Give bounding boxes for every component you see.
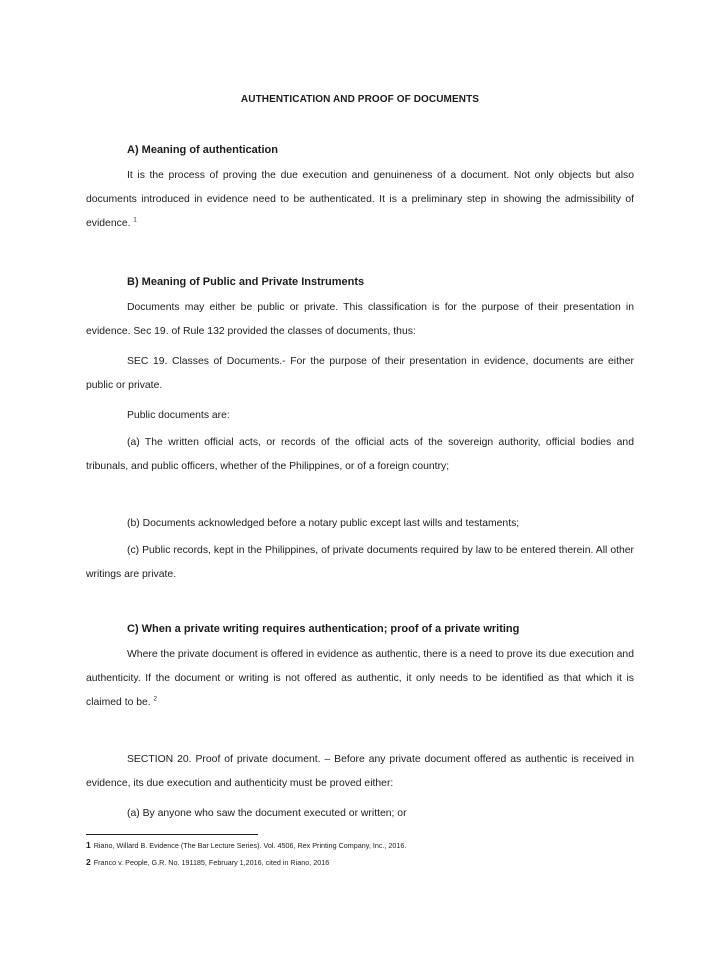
section-b-heading: B) Meaning of Public and Private Instruments	[127, 276, 365, 288]
document-title: AUTHENTICATION AND PROOF OF DOCUMENTS	[240, 94, 480, 105]
footnote-1-number: 1	[86, 840, 91, 850]
footnote-divider	[86, 834, 258, 835]
footnote-2-text: Franco v. People, G.R. No. 191185, February 1,2016, cited in Riano, 2016	[93, 858, 330, 867]
public-docs-item-a: (a) The written official acts, or records of the official acts of the sovereign authority, official bodies and tribunals, and public officers, whether of the Philippines, or of a foreign country;	[86, 437, 634, 472]
section-20-paragraph: SECTION 20. Proof of private document. – Before any private document offered as authentic is received in evidence, its due execution and authenticity must be proved either:	[86, 754, 634, 789]
section-20-item-a: (a) By anyone who saw the document executed or written; or	[127, 808, 407, 819]
footnote-ref-1: 1	[133, 217, 137, 224]
section-c-paragraph-text: Where the private document is offered in evidence as authentic, there is a need to prove its due execution and authenticity. If the document or writing is not offered as authentic, it only needs to be identified as that which it is claimed to be.	[86, 649, 634, 708]
public-docs-item-b: (b) Documents acknowledged before a notary public except last wills and testaments;	[127, 518, 520, 529]
section-b-paragraph-2: SEC 19. Classes of Documents.- For the purpose of their presentation in evidence, documents are either public or private.	[86, 356, 634, 391]
public-docs-item-c: (c) Public records, kept in the Philippines, of private documents required by law to be entered therein. All other writings are private.	[86, 545, 634, 580]
section-a-paragraph-text: It is the process of proving the due execution and genuineness of a document. Not only objects but also documents introduced in evidence need to be authenticated. It is a preliminary step in showing the admissibility of evidence.	[86, 170, 634, 229]
footnote-1-text: Riano, Willard B. Evidence (The Bar Lecture Series). Vol. 4506, Rex Printing Company, Inc., 2016.	[93, 841, 407, 850]
footnote-2	[86, 857, 329, 867]
section-a-heading: A) Meaning of authentication	[127, 144, 278, 156]
section-c-heading: C) When a private writing requires authentication; proof of a private writing	[127, 623, 520, 635]
section-c-paragraph	[86, 643, 634, 715]
footnote-2-number: 2	[86, 857, 91, 867]
footnote-ref-2: 2	[153, 696, 157, 703]
section-a-paragraph	[86, 164, 634, 236]
public-documents-label: Public documents are:	[127, 410, 230, 421]
section-b-paragraph-1: Documents may either be public or private. This classification is for the purpose of their presentation in evidence. Sec 19. of Rule 132 provided the classes of documents, thus:	[86, 302, 634, 337]
footnote-1	[86, 840, 406, 850]
